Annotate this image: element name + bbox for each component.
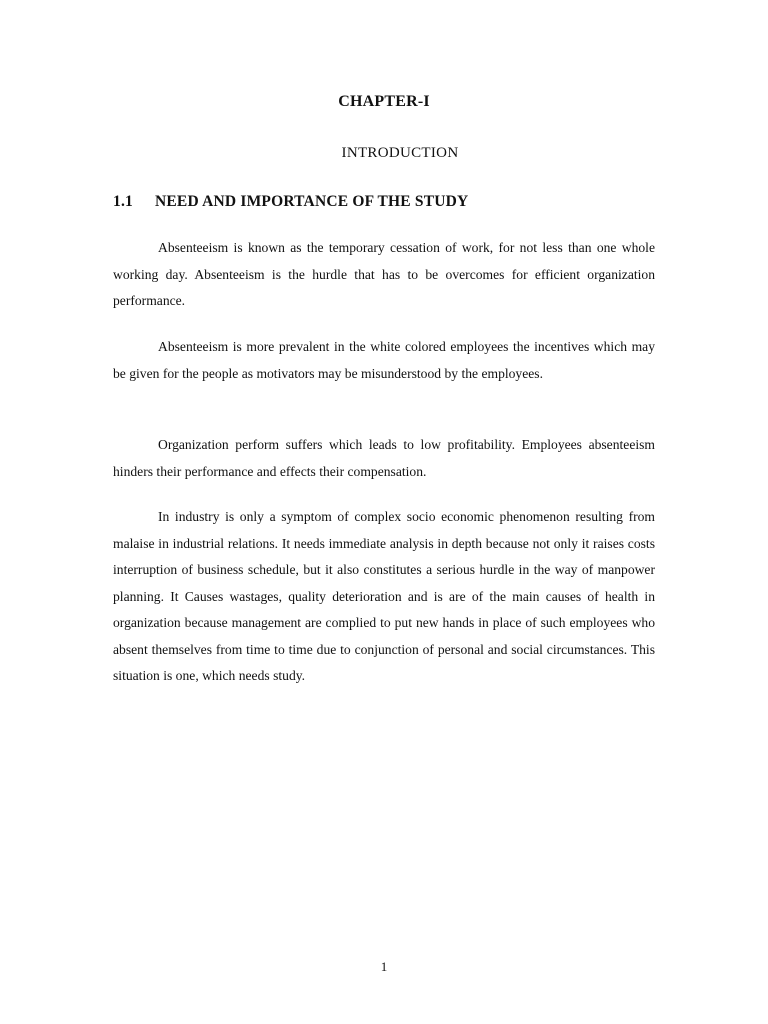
page-number: 1 — [380, 959, 388, 974]
paragraph: In industry is only a symptom of complex socio economic phenomenon resulting from malaise in industrial relations. It needs immediate analysis in depth because not only it raises costs interruption of business schedule, but it also constitutes a serious hurdle in the way of manpower planning. It Causes wastages, quality deterioration and is are of the main causes of health in organization because management are complied to put new hands in place of such employees who absent themselves from time to time due to conjunction of personal and social circumstances. This situation is one, which needs study. — [113, 509, 655, 683]
chapter-title: CHAPTER-I — [338, 93, 430, 110]
section-heading — [113, 193, 468, 211]
section-number: 1.1 — [113, 193, 133, 210]
paragraph: Absenteeism is known as the temporary cessation of work, for not less than one whole working day. Absenteeism is the hurdle that has to be overcomes for efficient organization performance. — [113, 240, 655, 308]
section-title: NEED AND IMPORTANCE OF THE STUDY — [155, 193, 469, 210]
paragraph: Organization perform suffers which leads to low profitability. Employees absenteeism hinders their performance and effects their compensation. — [113, 437, 655, 479]
chapter-subtitle: INTRODUCTION — [341, 145, 459, 161]
paragraph: Absenteeism is more prevalent in the white colored employees the incentives which may be given for the people as motivators may be misunderstood by the employees. — [113, 339, 655, 381]
